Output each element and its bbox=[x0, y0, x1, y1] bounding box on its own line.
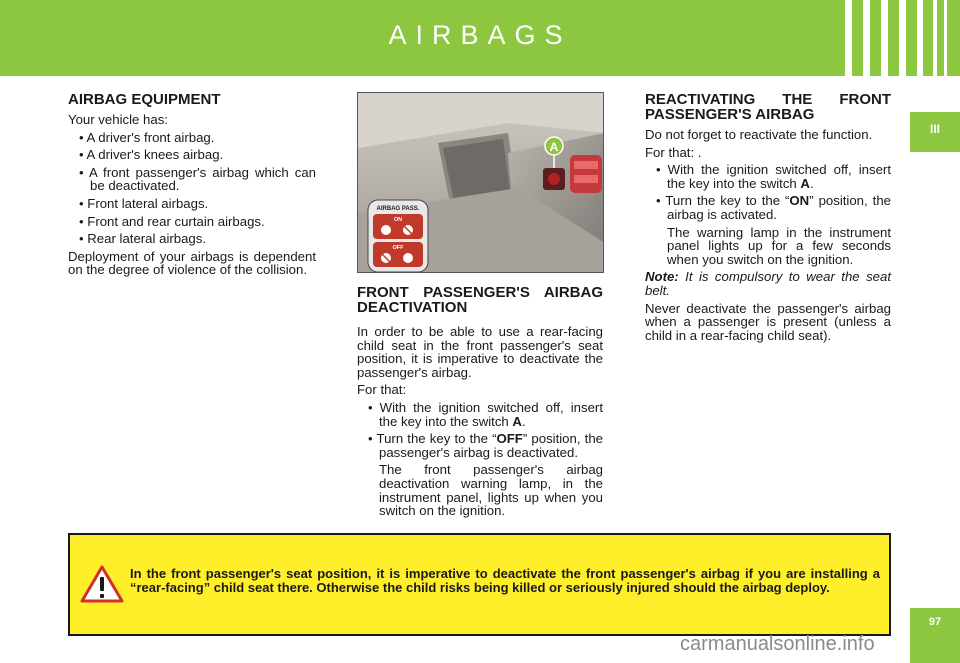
warning-triangle-icon bbox=[80, 565, 124, 603]
panel-on-label: ON bbox=[393, 217, 403, 223]
header-stripe bbox=[845, 0, 852, 76]
bullet-end: . bbox=[809, 175, 814, 191]
header-stripe bbox=[944, 0, 947, 76]
column-reactivation bbox=[645, 92, 891, 346]
note-text bbox=[645, 270, 891, 297]
section-heading: FRONT PASSENGER'S AIRBAG DEACTIVATION bbox=[357, 284, 603, 316]
list-item: • A driver's knees airbag. bbox=[79, 147, 224, 163]
warning-text: In the front passenger's seat position, it is imperative to deactivate the front passenger's airbag if you are installing a “rear-facing” child seat there. Otherwise the child risks being killed or seriously injured should the airbag deploy. bbox=[130, 566, 880, 595]
page-title: AIRBAGS bbox=[388, 20, 572, 50]
deployment-text: Deployment of your airbags is dependent on the degree of violence of the collision. bbox=[68, 248, 316, 278]
panel-off-label: OFF bbox=[392, 245, 404, 251]
never-text: Never deactivate the passenger's airbag when a passenger is present (unless a child in a rear-facing child seat). bbox=[645, 300, 891, 343]
list-item bbox=[645, 194, 891, 221]
for-that-text: For that: . bbox=[645, 144, 702, 160]
list-item bbox=[357, 401, 603, 428]
section-heading: REACTIVATING THE FRONT PASSENGER'S AIRBAG bbox=[645, 91, 891, 123]
switch-key: A bbox=[512, 413, 522, 429]
page-header bbox=[0, 0, 960, 76]
bullet-text: • Turn the key to the “ bbox=[368, 431, 497, 447]
column-airbag-equipment bbox=[68, 92, 316, 281]
off-position: OFF bbox=[496, 431, 523, 447]
list-item: • A driver's front airbag. bbox=[79, 129, 215, 145]
for-that-text: For that: bbox=[357, 382, 407, 398]
note-label: Note: bbox=[645, 269, 679, 285]
header-stripe bbox=[933, 0, 937, 76]
airbag-switch-photo bbox=[357, 92, 604, 273]
continuation-text: The front passenger's airbag deactivation warning lamp, in the instrument panel, lights up when you switch on the ignition. bbox=[379, 462, 603, 519]
list-item bbox=[357, 432, 603, 459]
header-stripe bbox=[863, 0, 870, 76]
page-number: 97 bbox=[910, 608, 960, 663]
panel-title: AIRBAG PASS. bbox=[376, 206, 420, 212]
header-stripe bbox=[917, 0, 923, 76]
watermark: carmanualsonline.info bbox=[680, 633, 875, 655]
dashboard-illustration bbox=[358, 93, 604, 273]
bullet-text: ” position, the passenger's airbag is deactivated. bbox=[379, 431, 603, 460]
warning-box bbox=[68, 533, 891, 636]
chapter-tab[interactable]: III bbox=[910, 112, 960, 152]
bullet-text: ” position, the airbag is activated. bbox=[667, 193, 891, 222]
intro-text: Your vehicle has: bbox=[68, 112, 168, 127]
bullet-text: • With the ignition switched off, insert the key into the switch bbox=[656, 162, 891, 191]
note-body: It is compulsory to wear the seat belt. bbox=[645, 269, 891, 298]
bullet-text: • Turn the key to the “ bbox=[656, 193, 790, 209]
header-stripe bbox=[881, 0, 888, 76]
intro-text: In order to be able to use a rear-facing child seat in the front passenger's seat position, it is imperative to deactivate the passenger's airbag. bbox=[357, 324, 603, 380]
header-stripe bbox=[899, 0, 906, 76]
list-item: • A front passenger's airbag which can be deactivated. bbox=[79, 164, 316, 194]
section-heading: AIRBAG EQUIPMENT bbox=[68, 91, 221, 108]
list-item: • Front lateral airbags. bbox=[79, 195, 209, 211]
marker-a-label: A bbox=[549, 140, 559, 154]
continuation-text: The warning lamp in the instrument panel lights up for a few seconds when you switch on the ignition. bbox=[667, 224, 891, 267]
bullet-text: • With the ignition switched off, insert the key into the switch bbox=[368, 399, 603, 429]
intro-text: Do not forget to reactivate the function. bbox=[645, 127, 873, 142]
switch-key: A bbox=[800, 175, 810, 191]
list-item: • Front and rear curtain airbags. bbox=[79, 213, 265, 229]
list-item: • Rear lateral airbags. bbox=[79, 231, 207, 247]
column-deactivation bbox=[357, 285, 603, 522]
list-item bbox=[645, 163, 891, 190]
on-position: ON bbox=[789, 193, 810, 209]
bullet-end: . bbox=[521, 413, 526, 429]
